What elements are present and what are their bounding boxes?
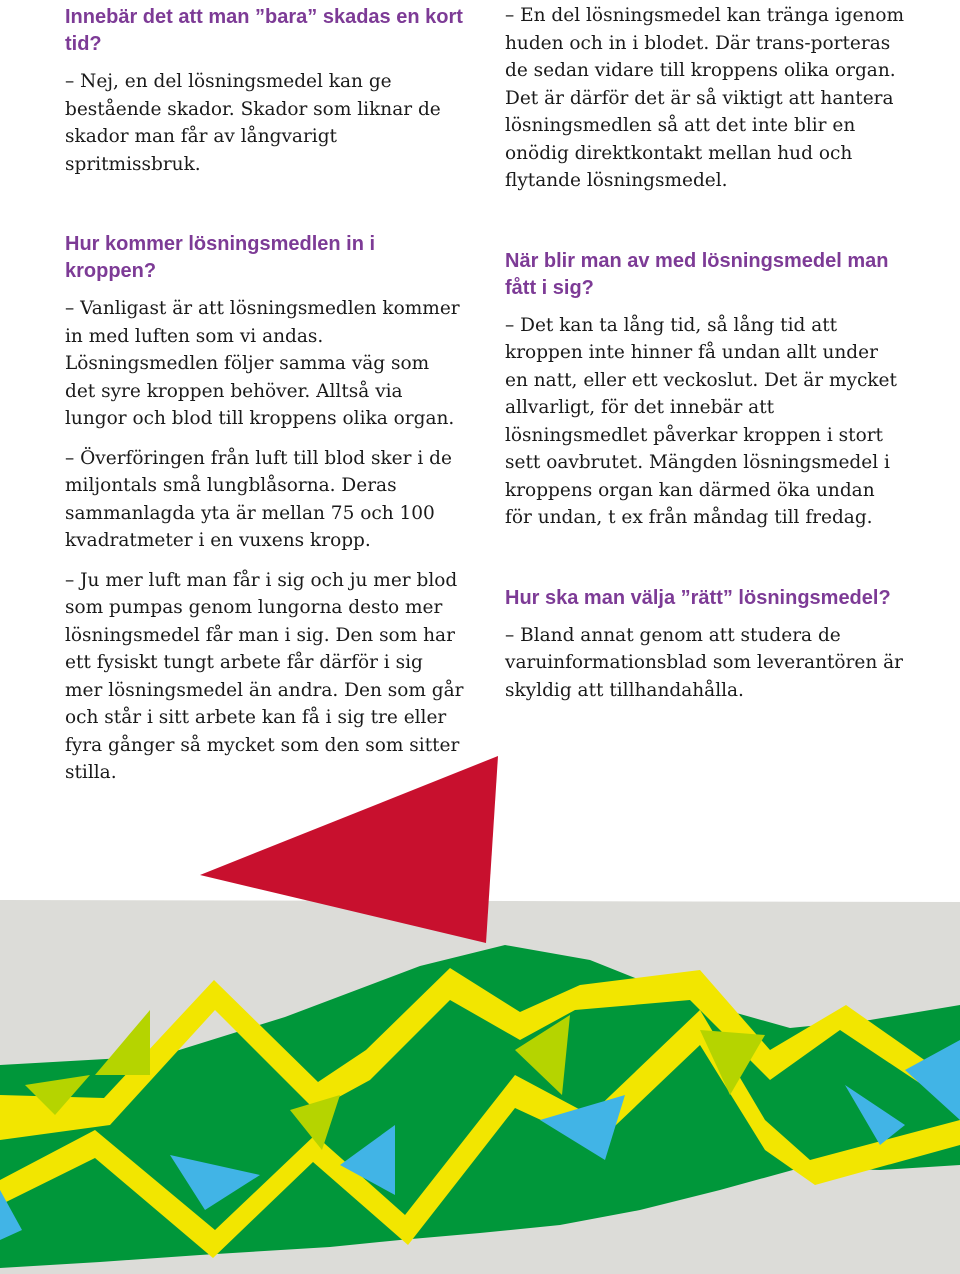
heading-when-rid-of-solvents: När blir man av med lösningsmedel man fått i sig?: [505, 249, 889, 299]
right-column: [505, 2, 905, 704]
paragraph: – Ju mer luft man får i sig och ju mer blod som pumpas genom lungorna desto mer lösningsmedel får man i sig. Den som har ett fysiskt tungt arbete får därför i sig mer lösningsmedel än andra. Den som går och står i sitt arbete kan få i sig tre eller fyra gånger så mycket som den som sitter stilla.: [65, 569, 464, 783]
paragraph: – Bland annat genom att studera de varuinformationsblad som leverantören är skyldig att tillhandahålla.: [505, 624, 904, 701]
paragraph: – Överföringen från luft till blod sker i de miljontals små lungblåsorna. Deras sammanlagda yta är mellan 75 och 100 kvadratmeter i en vuxens kropp.: [65, 447, 452, 551]
left-column: [65, 4, 465, 787]
paragraph: – Det kan ta lång tid, så lång tid att kroppen inte hinner få undan allt under en natt, eller ett veckoslut. Det är mycket allvarligt, för det innebär att lösningsmedlet påverkar kroppen i stort sett oavbrutet. Mängden lösningsmedel i kroppens organ kan därmed öka undan för undan, t ex från måndag till fredag.: [505, 314, 897, 528]
paragraph: – Vanligast är att lösningsmedlen kommer in med luften som vi andas. Lösningsmedlen följer samma väg som det syre kroppen behöver. Alltså via lungor och blod till kroppens olika organ.: [65, 298, 460, 429]
paragraph: – Nej, en del lösningsmedel kan ge bestående skador. Skador som liknar de skador man får av långvarigt spritmissbruk.: [65, 71, 441, 175]
heading-short-term-damage: Innebär det att man ”bara” skadas en kort tid?: [65, 6, 463, 55]
heading-choose-right-solvent: Hur ska man välja ”rätt” lösningsmedel?: [505, 586, 891, 609]
heading-how-enter-body: Hur kommer lösningsmedlen in i kroppen?: [65, 233, 376, 282]
paragraph: – En del lösningsmedel kan tränga igenom huden och in i blodet. Där trans-porteras de sedan vidare till kroppens olika organ. Det är därför det är så viktigt att hantera lösningsmedlen så att det inte blir en onödig direktkontakt mellan hud och flytande lösningsmedel.: [505, 5, 905, 191]
